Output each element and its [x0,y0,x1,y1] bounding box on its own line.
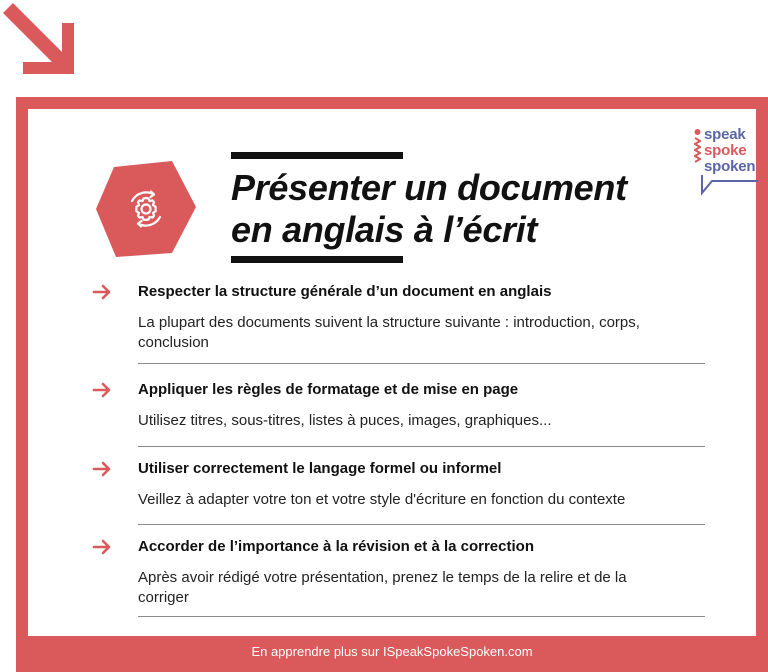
logo-word-spoke: spoke [704,142,747,159]
arrow-right-icon [92,283,112,301]
item-description [138,490,698,510]
title-line-2: en anglais à l’écrit [231,209,538,250]
item-description [138,313,698,353]
title-rule-top [231,152,403,159]
item-heading: Appliquer les règles de formatage et de mise en page [138,381,519,398]
card [16,97,768,672]
item-heading: Accorder de l’importance à la révision et à la correction [138,538,534,555]
divider [138,616,705,617]
item-description [138,568,698,608]
arrow-right-icon [92,460,112,478]
logo-spring-icon [694,129,701,169]
desc-line: Veillez à adapter votre ton et votre style d'écriture en fonction du contexte [138,491,626,508]
corner-arrow-icon [0,0,80,80]
page-title [231,167,691,251]
brand-logo [690,123,760,203]
desc-line: Utilisez titres, sous-titres, listes à puces, images, graphiques... [138,412,552,429]
divider [138,363,705,364]
logo-word-spoken: spoken [704,158,756,175]
item-heading: Respecter la structure générale d’un document en anglais [138,283,552,300]
item-heading: Utiliser correctement le langage formel ou informel [138,460,502,477]
divider [138,446,705,447]
title-rule-bottom [231,256,403,263]
divider [138,524,705,525]
desc-line: La plupart des documents suivent la structure suivante : introduction, corps, [138,314,640,331]
desc-line: conclusion [138,334,209,351]
footer-link[interactable]: En apprendre plus sur ISpeakSpokeSpoken.com [251,644,533,659]
desc-line: corriger [138,589,189,606]
gear-cycle-icon [96,161,196,257]
card-body [28,109,756,636]
logo-bubble-icon [700,175,760,203]
arrow-right-icon [92,538,112,556]
desc-line: Après avoir rédigé votre présentation, prenez le temps de la relire et de la [138,569,627,586]
logo-word-speak: speak [704,126,746,143]
arrow-right-icon [92,381,112,399]
item-description [138,411,698,431]
title-line-1: Présenter un document [231,167,627,208]
